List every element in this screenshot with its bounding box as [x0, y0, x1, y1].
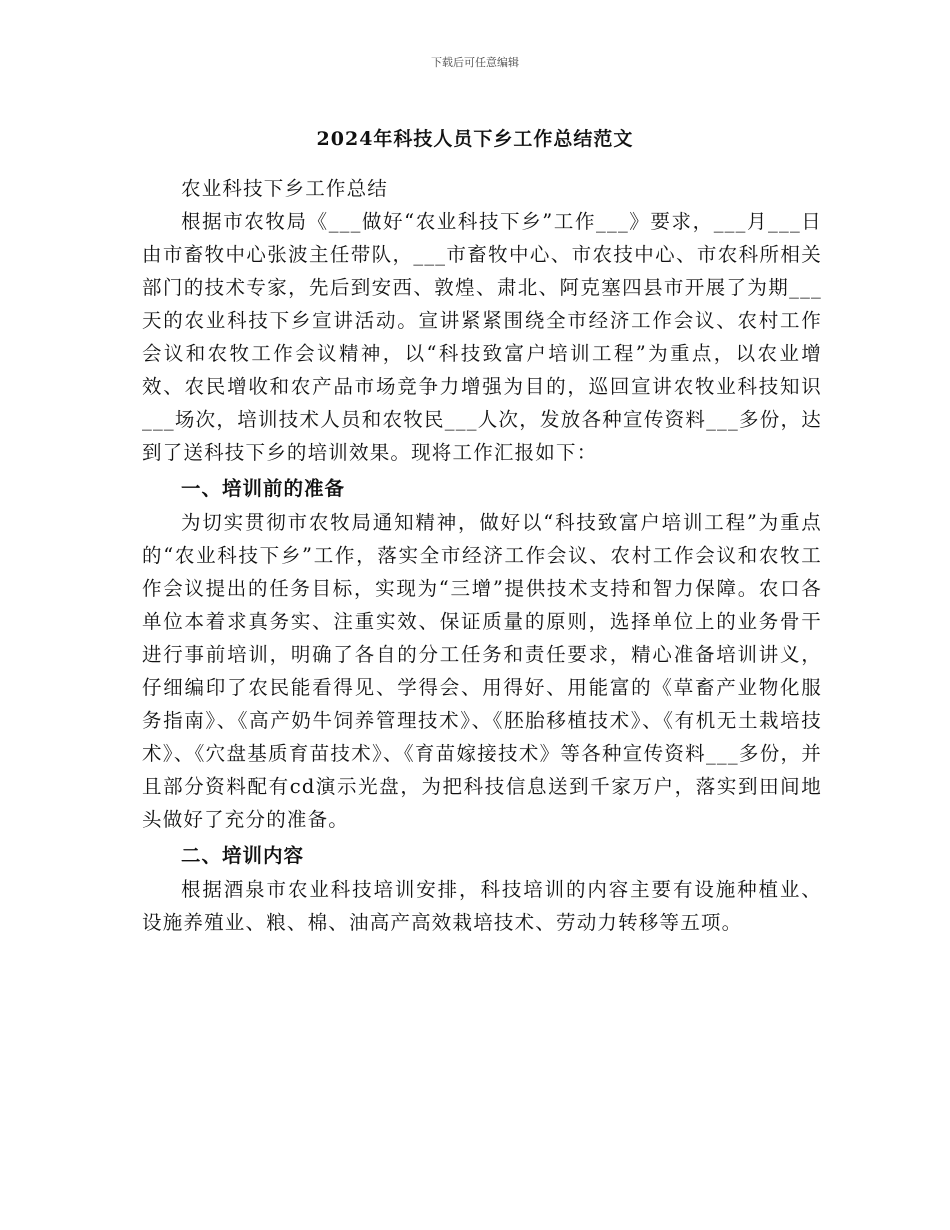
document-body — [142, 172, 822, 939]
subtitle: 农业科技下乡工作总结 — [181, 177, 389, 200]
content-paragraph: 根据酒泉市农业科技培训安排，科技培训的内容主要有设施种植业、设施养殖业、粮、棉、油高产高效栽培技术、劳动力转移等五项。 — [142, 878, 822, 934]
document-title: 2024年科技人员下乡工作总结范文 — [316, 128, 634, 150]
section-heading-content: 二、培训内容 — [181, 844, 305, 867]
intro-paragraph: 根据市农牧局《___做好“农业科技下乡”工作___》要求，___月___日由市畜牧中心张波主任带队，___市畜牧中心、市农技中心、市农科所相关部门的技术专家，先后到安西、敦煌、肃北、阿克塞四县市开展了为期___天的农业科技下乡宣讲活动。宣讲紧紧围绕全市经济工作会议、农村工作会议和农牧工作会议精神，以“科技致富户培训工程”为重点，以农业增效、农民增收和农产品市场竞争力增强为目的，巡回宣讲农牧业科技知识___场次，培训技术人员和农牧民___人次，发放各种宣传资料___多份，达到了送科技下乡的培训效果。现将工作汇报如下： — [142, 210, 822, 464]
section-heading-preparation: 一、培训前的准备 — [181, 477, 346, 500]
header-note: 下载后可任意编辑 — [431, 56, 519, 69]
preparation-paragraph: 为切实贯彻市农牧局通知精神，做好以“科技致富户培训工程”为重点的“农业科技下乡”工作，落实全市经济工作会议、农村工作会议和农牧工作会议提出的任务目标，实现为“三增”提供技术支持和智力保障。农口各单位本着求真务实、注重实效、保证质量的原则，选择单位上的业务骨干进行事前培训，明确了各自的分工任务和责任要求，精心准备培训讲义，仔细编印了农民能看得见、学得会、用得好、用能富的《草畜产业物化服务指南》、《高产奶牛饲养管理技术》、《胚胎移植技术》、《有机无土栽培技术》、《穴盘基质育苗技术》、《育苗嫁接技术》等各种宣传资料___多份，并且部分资料配有cd演示光盘，为把科技信息送到千家万户，落实到田间地头做好了充分的准备。 — [142, 511, 822, 831]
